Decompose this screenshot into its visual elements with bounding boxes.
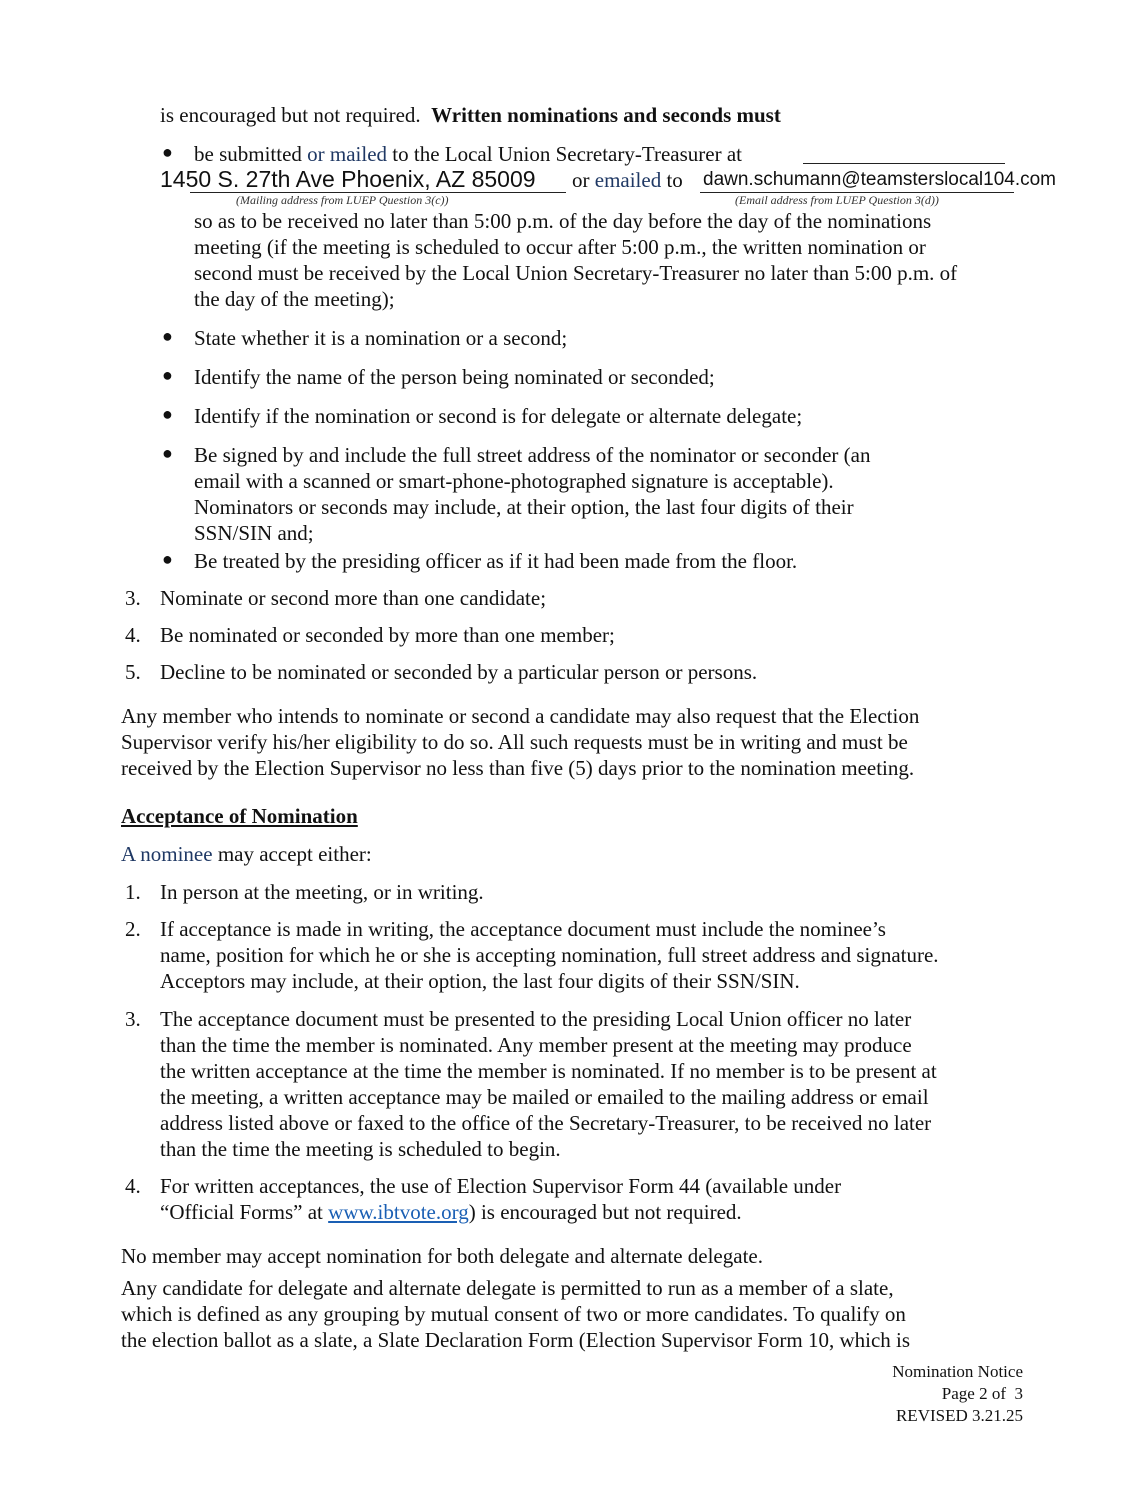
acceptance-item-cont: the meeting, a written acceptance may be mailed or emailed to the mailing address or email: [160, 1085, 929, 1109]
email-caption: (Email address from LUEP Question 3(d)): [735, 193, 939, 207]
forms-text: “Official Forms” at: [160, 1200, 329, 1224]
intro-bold: Written nominations and seconds must: [431, 103, 781, 127]
item-number: 3.: [125, 586, 141, 610]
bullet-item: Be treated by the presiding officer as if it had been made from the floor.: [194, 549, 798, 573]
item-number: 3.: [125, 1007, 141, 1031]
verify-paragraph-line: received by the Election Supervisor no less than five (5) days prior to the nomination meeting.: [121, 756, 915, 780]
bullet-item: Identify the name of the person being nominated or seconded;: [194, 365, 715, 389]
slate-paragraph-line: which is defined as any grouping by mutual consent of two or more candidates. To qualify on: [121, 1302, 906, 1326]
verify-paragraph-line: Supervisor verify his/her eligibility to do so. All such requests must be in writing and must be: [121, 730, 908, 754]
acceptance-item-cont: [160, 1199, 742, 1225]
acceptance-item-cont: than the time the member is nominated. Any member present at the meeting may produce: [160, 1033, 912, 1057]
bullet-icon: ●: [162, 142, 173, 162]
footer-revised: REVISED 3.21.25: [895, 1406, 1023, 1425]
bullet-icon: ●: [162, 549, 173, 569]
footer-title: Nomination Notice: [892, 1362, 1023, 1381]
intro-rest: may accept either:: [212, 842, 372, 866]
ibtvote-link[interactable]: www.ibtvote.org: [328, 1200, 469, 1224]
nominee-text: A nominee: [121, 842, 213, 866]
no-both-paragraph: No member may accept nomination for both delegate and alternate delegate.: [121, 1244, 763, 1268]
item-number: 2.: [125, 917, 141, 941]
item-number: 1.: [125, 880, 141, 904]
acceptance-item-cont: name, position for which he or she is accepting nomination, full street address and signature.: [160, 943, 939, 967]
footer-page-number: Page 2 of 3: [941, 1384, 1023, 1403]
bullet-icon: ●: [162, 404, 173, 424]
emailed-text: emailed: [594, 168, 662, 192]
submission-text-end: to the Local Union Secretary-Treasurer at: [387, 142, 742, 166]
acceptance-intro: [121, 841, 372, 867]
verify-paragraph-line: Any member who intends to nominate or second a candidate may also request that the Election: [121, 704, 920, 728]
slate-paragraph-line: the election ballot as a slate, a Slate Declaration Form (Election Supervisor Form 10, which is: [121, 1328, 911, 1352]
intro-plain: is encouraged but not required.: [160, 103, 421, 127]
acceptance-item-cont: than the time the meeting is scheduled to begin.: [160, 1137, 561, 1161]
deadline-line-2: meeting (if the meeting is scheduled to occur after 5:00 p.m., the written nomination or: [194, 235, 926, 259]
or-emailed-text: [572, 166, 683, 194]
bullet-icon: ●: [162, 443, 173, 463]
numbered-item: Nominate or second more than one candidate;: [160, 586, 547, 610]
section-heading: Acceptance of Nomination: [121, 804, 358, 828]
acceptance-item-cont: Acceptors may include, at their option, the last four digits of their SSN/SIN.: [160, 969, 800, 993]
bullet-item: State whether it is a nomination or a second;: [194, 326, 568, 350]
or-mailed-text: or mailed: [307, 142, 388, 166]
bullet-item-cont: Nominators or seconds may include, at their option, the last four digits of their: [194, 495, 854, 519]
email-address-field: dawn.schumann@teamsterslocal104.com: [703, 169, 1057, 190]
slate-paragraph-line: Any candidate for delegate and alternate delegate is permitted to run as a member of a slate,: [121, 1276, 894, 1300]
numbered-item: Be nominated or seconded by more than one member;: [160, 623, 615, 647]
bullet-item-cont: SSN/SIN and;: [194, 521, 314, 545]
mailing-caption: (Mailing address from LUEP Question 3(c)): [236, 193, 449, 207]
bullet-item-cont: email with a scanned or smart-phone-photographed signature is acceptable).: [194, 469, 834, 493]
acceptance-item: In person at the meeting, or in writing.: [160, 880, 484, 904]
deadline-line-3: second must be received by the Local Union Secretary-Treasurer no later than 5:00 p.m. of: [194, 261, 958, 285]
page-footer: [892, 1361, 1023, 1427]
blank-underline: [803, 163, 1005, 164]
bullet-item: Identify if the nomination or second is for delegate or alternate delegate;: [194, 404, 803, 428]
submission-text: be submitted: [194, 142, 308, 166]
numbered-item: Decline to be nominated or seconded by a particular person or persons.: [160, 660, 758, 684]
item-number: 4.: [125, 1174, 141, 1198]
acceptance-item-cont: address listed above or faxed to the office of the Secretary-Treasurer, to be received no later: [160, 1111, 932, 1135]
deadline-line-4: the day of the meeting);: [194, 287, 395, 311]
bullet-icon: ●: [162, 365, 173, 385]
deadline-line-1: so as to be received no later than 5:00 p.m. of the day before the day of the nominations: [194, 209, 932, 233]
acceptance-item: The acceptance document must be presented to the presiding Local Union officer no later: [160, 1007, 912, 1031]
acceptance-item: For written acceptances, the use of Election Supervisor Form 44 (available under: [160, 1174, 842, 1198]
acceptance-item-cont: the written acceptance at the time the member is nominated. If no member is to be present at: [160, 1059, 937, 1083]
item-number: 5.: [125, 660, 141, 684]
acceptance-item: If acceptance is made in writing, the acceptance document must include the nominee’s: [160, 917, 886, 941]
intro-line: [160, 102, 781, 128]
forms-text-end: ) is encouraged but not required.: [468, 1200, 742, 1224]
bullet-icon: ●: [162, 326, 173, 346]
bullet-item: Be signed by and include the full street address of the nominator or seconder (an: [194, 443, 871, 467]
item-number: 4.: [125, 623, 141, 647]
mailing-address-field: 1450 S. 27th Ave Phoenix, AZ 85009: [160, 166, 536, 192]
or-text: or: [572, 168, 595, 192]
to-text: to: [661, 168, 683, 192]
